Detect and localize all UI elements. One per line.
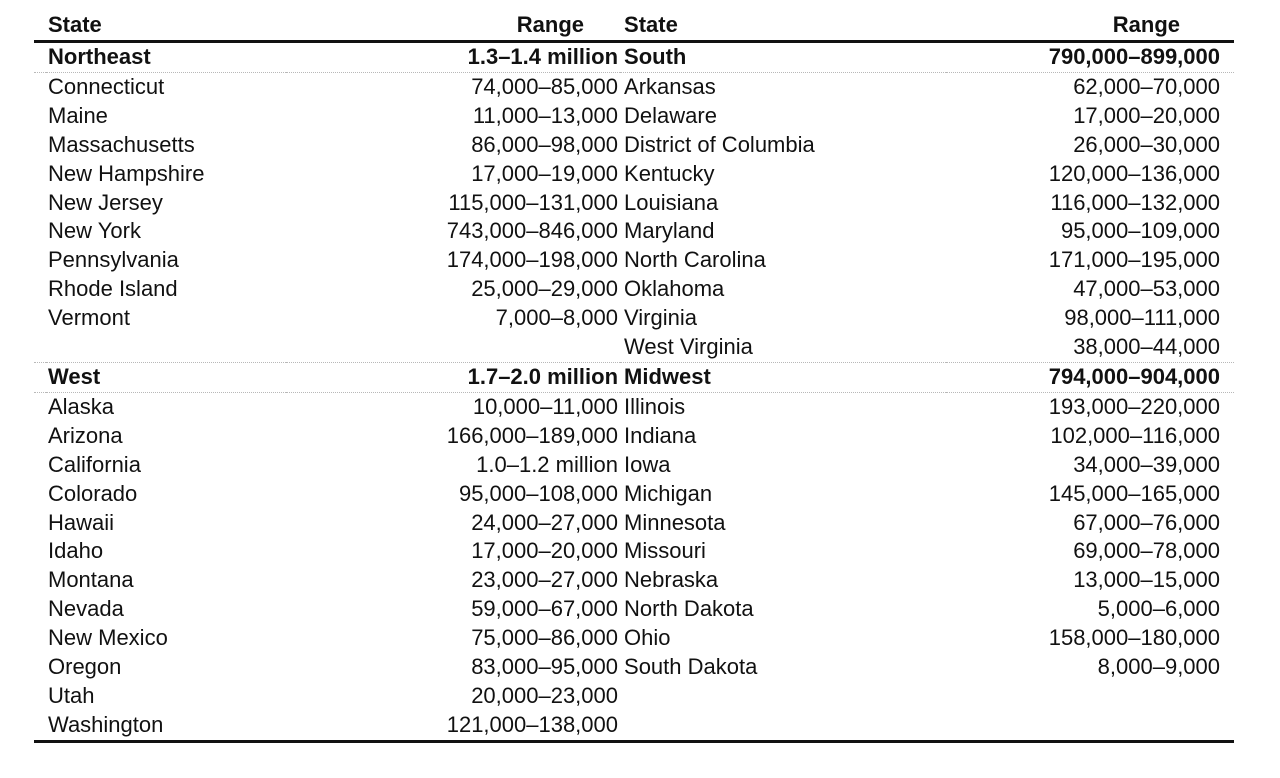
table-row xyxy=(34,392,1234,421)
state-name-right xyxy=(620,682,946,711)
state-range-right: 38,000–44,000 xyxy=(1073,334,1221,360)
state-range-right: 26,000–30,000 xyxy=(1073,131,1221,157)
state-name-right: Louisiana xyxy=(624,189,719,215)
region-row xyxy=(34,42,1234,73)
state-name-right: South Dakota xyxy=(624,654,758,680)
state-range-right: 95,000–109,000 xyxy=(1060,218,1221,244)
state-name-left: Maine xyxy=(48,102,108,128)
state-range-left: 86,000–98,000 xyxy=(471,131,619,157)
state-range-right: 47,000–53,000 xyxy=(1073,276,1221,302)
state-name-left: Oregon xyxy=(48,654,122,680)
table-row xyxy=(34,537,1234,566)
state-range-right: 145,000–165,000 xyxy=(1048,480,1221,506)
table-row xyxy=(34,682,1234,711)
table-row xyxy=(34,566,1234,595)
region-name-left: West xyxy=(34,362,286,392)
state-range-left: 17,000–19,000 xyxy=(471,160,619,186)
region-range-right: 794,000–904,000 xyxy=(946,362,1234,392)
state-name-right: North Dakota xyxy=(624,596,754,622)
state-name-left: Colorado xyxy=(48,480,138,506)
table-row xyxy=(34,217,1234,246)
state-name-left: New Jersey xyxy=(48,189,163,215)
state-range-right: 69,000–78,000 xyxy=(1073,538,1221,564)
state-name-left xyxy=(34,333,286,362)
state-range-right: 8,000–9,000 xyxy=(1097,654,1221,680)
region-row xyxy=(34,362,1234,392)
state-range-left: 59,000–67,000 xyxy=(471,596,619,622)
state-name-left: Utah xyxy=(48,682,95,708)
state-range-right: 13,000–15,000 xyxy=(1073,567,1221,593)
state-name-right: Indiana xyxy=(624,422,697,448)
table-row xyxy=(34,624,1234,653)
header-range-left: Range xyxy=(286,10,620,42)
table-row xyxy=(34,653,1234,682)
table-row xyxy=(34,102,1234,131)
state-name-right: Illinois xyxy=(624,393,686,419)
region-name-right: Midwest xyxy=(620,362,946,392)
region-range-right: 790,000–899,000 xyxy=(946,42,1234,73)
table-row xyxy=(34,160,1234,189)
state-range-right: 17,000–20,000 xyxy=(1073,102,1221,128)
state-name-right: Nebraska xyxy=(624,567,719,593)
state-name-left: Washington xyxy=(34,711,286,741)
state-range-left: 115,000–131,000 xyxy=(448,189,619,215)
state-name-left: New Mexico xyxy=(48,625,168,651)
state-name-right: Iowa xyxy=(624,451,671,477)
state-range-right: 171,000–195,000 xyxy=(1048,247,1221,273)
header-state-right: State xyxy=(620,10,946,42)
state-name-left: Rhode Island xyxy=(48,276,178,302)
state-range-left: 1.0–1.2 million xyxy=(476,451,619,477)
state-range-right: 62,000–70,000 xyxy=(1073,73,1221,99)
state-range-left: 7,000–8,000 xyxy=(495,305,619,331)
state-range-right: 67,000–76,000 xyxy=(1073,509,1221,535)
state-range-right: 158,000–180,000 xyxy=(1048,625,1221,651)
state-name-right xyxy=(620,711,946,741)
state-name-left: New Hampshire xyxy=(48,160,205,186)
state-name-left: Nevada xyxy=(48,596,124,622)
state-name-left: Arizona xyxy=(48,422,123,448)
table-row xyxy=(34,333,1234,362)
table-row xyxy=(34,509,1234,538)
state-range-right: 34,000–39,000 xyxy=(1073,451,1221,477)
state-name-left: Massachusetts xyxy=(48,131,195,157)
region-range-left: 1.7–2.0 million xyxy=(286,362,620,392)
state-name-right: Ohio xyxy=(624,625,671,651)
table-header-row xyxy=(34,10,1234,42)
state-name-right: Minnesota xyxy=(624,509,726,535)
state-range-left: 11,000–13,000 xyxy=(472,102,619,128)
state-name-left: Connecticut xyxy=(48,73,165,99)
state-name-right: District of Columbia xyxy=(624,131,815,157)
table-row xyxy=(34,711,1234,741)
state-name-left: Montana xyxy=(48,567,134,593)
state-name-left: Hawaii xyxy=(48,509,115,535)
state-name-right: Michigan xyxy=(624,480,713,506)
table-row xyxy=(34,422,1234,451)
state-name-left: Pennsylvania xyxy=(48,247,179,273)
state-range-right: 120,000–136,000 xyxy=(1048,160,1221,186)
table-row xyxy=(34,304,1234,333)
state-name-right: Missouri xyxy=(624,538,706,564)
state-range-right: 193,000–220,000 xyxy=(1048,393,1221,419)
state-name-right: Delaware xyxy=(624,102,717,128)
table-row xyxy=(34,131,1234,160)
state-range-left: 10,000–11,000 xyxy=(472,393,619,419)
header-range-right: Range xyxy=(946,10,1234,42)
state-range-right: 102,000–116,000 xyxy=(1050,422,1221,448)
state-range-left: 95,000–108,000 xyxy=(458,480,619,506)
state-range-left: 23,000–27,000 xyxy=(471,567,619,593)
state-range-left: 74,000–85,000 xyxy=(471,73,619,99)
table-row xyxy=(34,275,1234,304)
state-name-left: Vermont xyxy=(48,305,130,331)
state-range-right: 5,000–6,000 xyxy=(1097,596,1221,622)
state-range-left xyxy=(286,333,620,362)
state-range-left: 24,000–27,000 xyxy=(471,509,619,535)
table-row xyxy=(34,451,1234,480)
state-name-left: Idaho xyxy=(48,538,104,564)
region-name-right: South xyxy=(620,42,946,73)
header-state-left: State xyxy=(34,10,286,42)
state-name-right: Kentucky xyxy=(624,160,715,186)
table-row xyxy=(34,189,1234,218)
table-row xyxy=(34,480,1234,509)
table-row xyxy=(34,72,1234,101)
state-range-left: 166,000–189,000 xyxy=(446,422,619,448)
state-range-right xyxy=(946,711,1234,741)
state-name-left: California xyxy=(48,451,141,477)
state-name-right: Arkansas xyxy=(624,73,716,99)
state-range-left: 83,000–95,000 xyxy=(471,654,619,680)
state-range-right: 116,000–132,000 xyxy=(1050,189,1221,215)
state-name-right: Virginia xyxy=(624,305,697,331)
state-range-left: 20,000–23,000 xyxy=(471,682,619,708)
state-range-left: 743,000–846,000 xyxy=(446,218,619,244)
state-name-left: Alaska xyxy=(48,393,115,419)
state-range-table xyxy=(34,10,1234,743)
state-range-left: 121,000–138,000 xyxy=(286,711,620,741)
state-range-left: 174,000–198,000 xyxy=(446,247,619,273)
region-range-left: 1.3–1.4 million xyxy=(286,42,620,73)
state-name-right: Oklahoma xyxy=(624,276,725,302)
table-body xyxy=(34,42,1234,742)
state-name-right: Maryland xyxy=(624,218,715,244)
state-range-left: 25,000–29,000 xyxy=(471,276,619,302)
state-range-left: 75,000–86,000 xyxy=(471,625,619,651)
region-name-left: Northeast xyxy=(34,42,286,73)
state-range-right xyxy=(946,682,1234,711)
state-range-left: 17,000–20,000 xyxy=(471,538,619,564)
state-range-right: 98,000–111,000 xyxy=(1064,305,1221,331)
state-name-left: New York xyxy=(48,218,141,244)
table-row xyxy=(34,595,1234,624)
table-row xyxy=(34,246,1234,275)
state-name-right: North Carolina xyxy=(624,247,766,273)
state-name-right: West Virginia xyxy=(624,334,753,360)
